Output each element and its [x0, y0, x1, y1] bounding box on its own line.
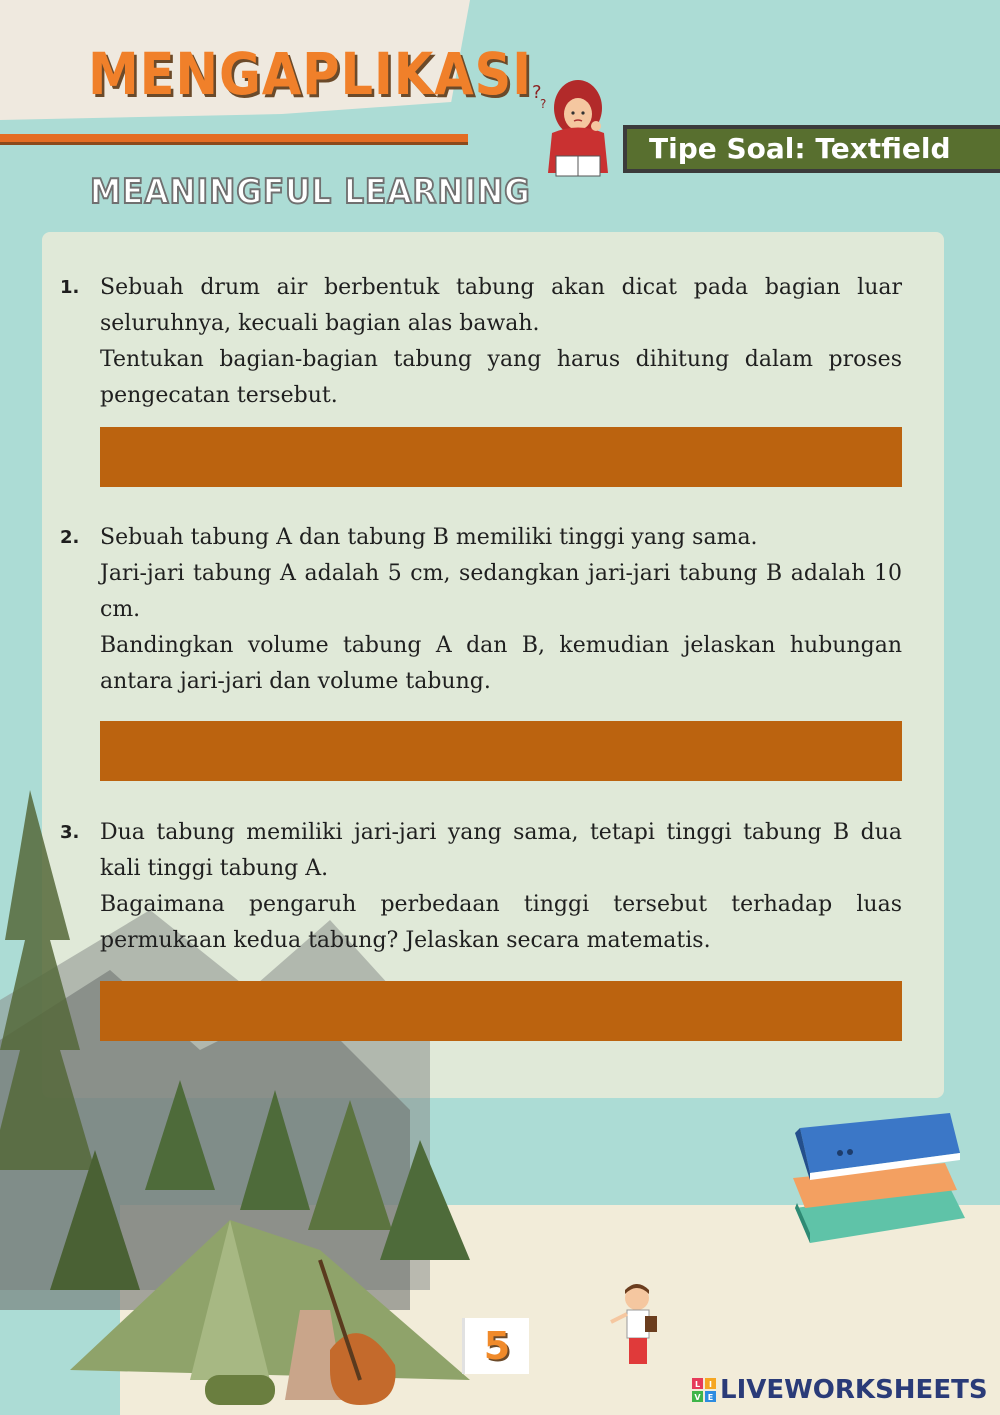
- logo-letter: V: [694, 1393, 701, 1402]
- question-text: [100, 815, 902, 959]
- question-paragraph: Bandingkan volume tabung A dan B, kemudian jelaskan hubungan antara jari-jari dan volume tabung.: [100, 633, 902, 694]
- question-2: [60, 520, 902, 700]
- student-boy-icon: [605, 1282, 665, 1372]
- question-3: [60, 815, 902, 965]
- liveworksheets-logo: [692, 1375, 988, 1405]
- question-number: 1.: [60, 277, 80, 298]
- page-number: 5: [462, 1318, 529, 1374]
- question-1: [60, 270, 902, 420]
- svg-text:?: ?: [532, 82, 542, 103]
- answer-field-1[interactable]: [100, 427, 902, 487]
- answer-field-2[interactable]: [100, 721, 902, 781]
- title-underline: [0, 134, 468, 145]
- answer-field-3[interactable]: [100, 981, 902, 1041]
- question-type-badge: Tipe Soal: Textfield: [623, 125, 1000, 173]
- question-paragraph: Dua tabung memiliki jari-jari yang sama, tetapi tinggi tabung B dua kali tinggi tabung A.: [100, 820, 902, 881]
- question-paragraph: Tentukan bagian-bagian tabung yang harus dihitung dalam proses pengecatan tersebut.: [100, 347, 902, 408]
- thinking-girl-icon: [528, 78, 618, 184]
- logo-letter: I: [709, 1380, 712, 1389]
- liveworksheets-grid-icon: [692, 1378, 716, 1402]
- question-text: [100, 520, 902, 700]
- question-paragraph: Sebuah tabung A dan tabung B memiliki tinggi yang sama.: [100, 525, 758, 550]
- question-paragraph: Jari-jari tabung A adalah 5 cm, sedangkan jari-jari tabung B adalah 10 cm.: [100, 561, 902, 622]
- question-text: [100, 270, 902, 414]
- book-stack-icon: [785, 1108, 970, 1253]
- question-paragraph: Sebuah drum air berbentuk tabung akan dicat pada bagian luar seluruhnya, kecuali bagian alas bawah.: [100, 275, 902, 336]
- brand-name: LIVEWORKSHEETS: [720, 1375, 988, 1405]
- logo-letter: L: [694, 1380, 701, 1389]
- svg-text:?: ?: [540, 97, 547, 111]
- page-subtitle: MEANINGFUL LEARNING: [90, 172, 531, 212]
- question-paragraph: Bagaimana pengaruh perbedaan tinggi tersebut terhadap luas permukaan kedua tabung? Jelaskan secara matematis.: [100, 892, 902, 953]
- page-title: MENGAPLIKASI: [88, 40, 533, 108]
- question-number: 2.: [60, 527, 80, 548]
- question-number: 3.: [60, 822, 80, 843]
- logo-letter: E: [707, 1393, 714, 1402]
